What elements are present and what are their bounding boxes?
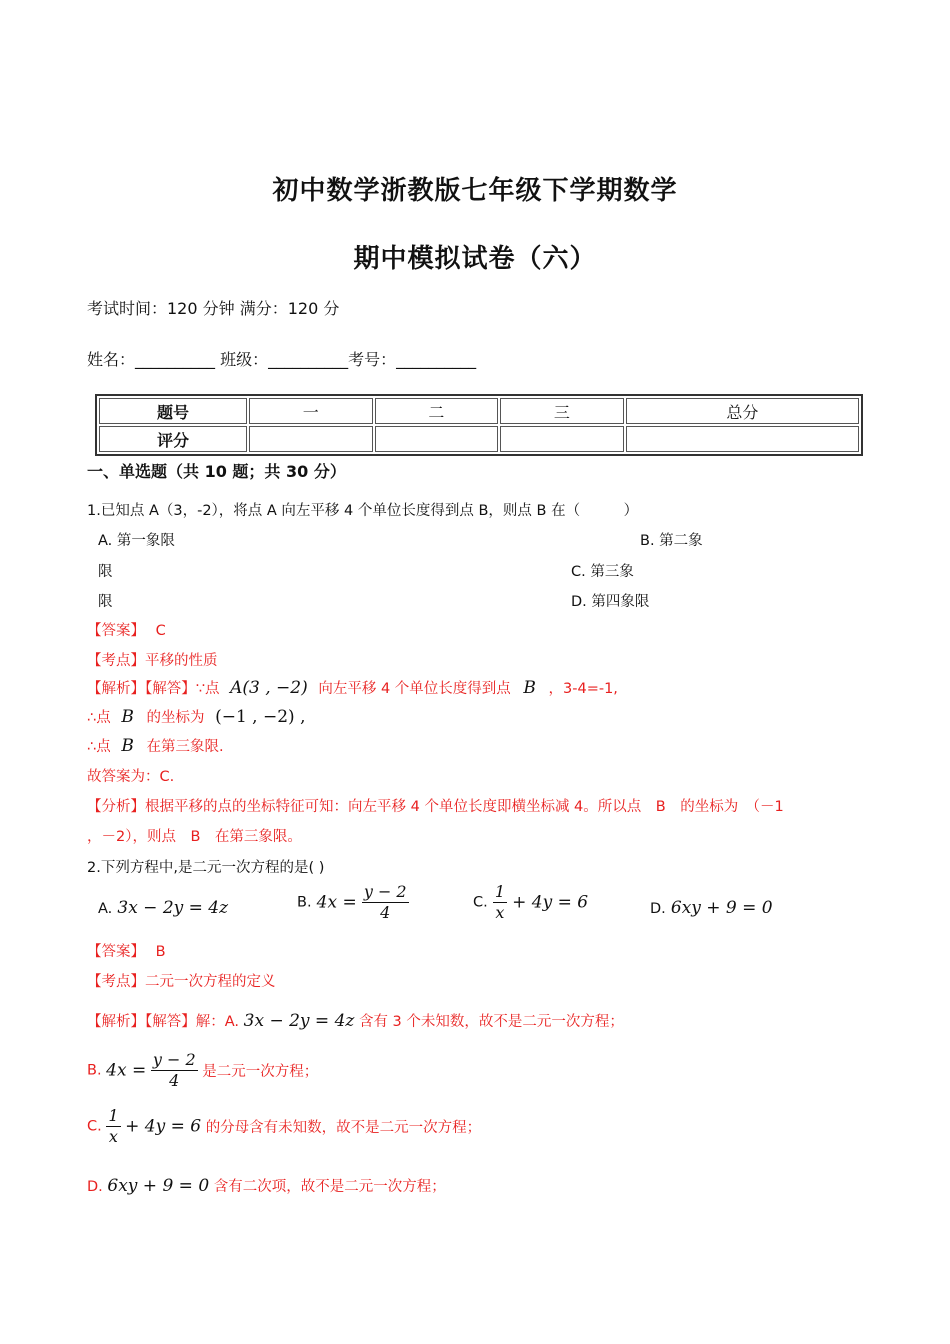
q2-solution-c xyxy=(87,1106,481,1147)
solution-text: ，3-4=-1, xyxy=(548,681,618,697)
q1-point xyxy=(87,649,218,670)
option-label: A. xyxy=(98,901,113,917)
option-label: B. xyxy=(87,1062,102,1079)
answer-value: C xyxy=(155,623,166,639)
equation: 3x − 2y = 4z xyxy=(243,1011,355,1031)
fraction-denominator: x xyxy=(108,1127,118,1146)
student-info: 姓名：__________ 班级：__________考号：__________ xyxy=(87,350,477,369)
answer-tag: 【答案】 xyxy=(87,944,145,960)
q2-point xyxy=(87,970,276,991)
score-table-col-3: 三 xyxy=(500,398,624,424)
answer-tag: 【答案】 xyxy=(87,623,145,639)
q2-option-d xyxy=(650,898,773,918)
q1-stem: 1.已知点 A（3，-2），将点 A 向左平移 4 个单位长度得到点 B，则点 B 在（ ） xyxy=(87,503,639,519)
fraction xyxy=(106,1106,120,1147)
q1-option-c: C. 第三象 xyxy=(571,564,634,580)
page-subtitle: 期中模拟试卷（六） xyxy=(353,244,597,274)
score-table-header-label: 题号 xyxy=(99,398,247,424)
equation-rest: + 4y = 6 xyxy=(512,892,589,913)
score-cell xyxy=(500,426,624,452)
q1-option-d: D. 第四象限 xyxy=(571,594,650,610)
analysis-text: 根据平移的点的坐标特征可知：向左平移 4 个单位长度即横坐标减 4。所以点 B 的坐标为 （－1 xyxy=(145,799,784,815)
solution-text: ∴点 xyxy=(87,710,111,726)
section-1-title: 一、单选题（共 10 题；共 30 分） xyxy=(87,462,346,481)
fraction-numerator: 1 xyxy=(108,1106,119,1125)
fraction-numerator: y − 2 xyxy=(363,882,407,901)
fraction-numerator: y − 2 xyxy=(152,1050,196,1069)
q1-solution-line-2 xyxy=(87,706,305,727)
score-table-col-2: 二 xyxy=(375,398,499,424)
q1-option-b: B. 第二象 xyxy=(640,533,703,549)
solution-text: 在第三象限. xyxy=(146,739,224,755)
solution-tag: 【解析】【解答】 xyxy=(87,681,196,697)
solution-text: 的坐标为 xyxy=(146,710,205,726)
solution-text: ∵点 xyxy=(195,681,220,697)
q2-solution-d xyxy=(87,1175,446,1196)
score-cell xyxy=(626,426,859,452)
solution-text: 的分母含有未知数，故不是二元一次方程； xyxy=(205,1120,482,1136)
q1-answer xyxy=(87,619,166,640)
math-coordinate: (−1 , −2) , xyxy=(215,707,306,727)
solution-tag: 【解析】【解答】解：A. xyxy=(87,1014,240,1030)
equation-rest: + 4y = 6 xyxy=(125,1116,202,1137)
fraction xyxy=(151,1050,198,1091)
equation-lhs: 4x = xyxy=(106,1060,147,1081)
point-tag: 【考点】 xyxy=(87,653,145,669)
q2-option-a xyxy=(98,898,228,918)
q1-option-c-cont: 限 xyxy=(98,594,113,610)
point-tag: 【考点】 xyxy=(87,974,145,990)
solution-text: 是二元一次方程； xyxy=(202,1064,319,1080)
point-text: 二元一次方程的定义 xyxy=(145,974,276,990)
score-table-col-1: 一 xyxy=(249,398,373,424)
score-table-col-total: 总分 xyxy=(626,398,859,424)
fraction-denominator: 4 xyxy=(169,1071,180,1090)
fraction xyxy=(493,882,507,923)
math-point-b: B xyxy=(121,707,134,727)
equation: 6xy + 9 = 0 xyxy=(107,1176,210,1196)
q2-option-c xyxy=(473,882,588,923)
score-table-score-label: 评分 xyxy=(99,426,247,452)
answer-value: B xyxy=(155,944,166,960)
q2-answer xyxy=(87,940,166,961)
option-label: D. xyxy=(650,901,666,917)
q1-option-b-cont: 限 xyxy=(98,564,113,580)
fraction-denominator: x xyxy=(495,903,505,922)
math-point-a: A(3 , −2) xyxy=(230,678,308,698)
q1-option-a: A. 第一象限 xyxy=(98,533,175,549)
q1-solution-line-1 xyxy=(87,677,618,698)
solution-text: 含有 3 个未知数，故不是二元一次方程； xyxy=(358,1014,624,1030)
score-table-score-row xyxy=(99,426,859,452)
q2-solution-a xyxy=(87,1010,624,1031)
fraction-numerator: 1 xyxy=(494,882,506,901)
solution-text: ∴点 xyxy=(87,739,111,755)
equation: 6xy + 9 = 0 xyxy=(670,898,773,918)
point-text: 平移的性质 xyxy=(145,653,218,669)
option-label: C. xyxy=(473,894,488,911)
q1-analysis-line-2: ，－2），则点 B 在第三象限。 xyxy=(87,829,302,845)
fraction-denominator: 4 xyxy=(380,903,391,922)
q1-solution-line-3 xyxy=(87,735,224,756)
math-point-b: B xyxy=(121,736,134,756)
score-table-header-row xyxy=(99,398,859,424)
solution-text: 含有二次项，故不是二元一次方程； xyxy=(213,1179,446,1195)
math-point-b: B xyxy=(523,678,536,698)
q1-analysis-line-1 xyxy=(87,795,784,816)
score-cell xyxy=(249,426,373,452)
solution-text: 向左平移 4 个单位长度得到点 xyxy=(318,681,511,697)
q1-final-answer: 故答案为：C. xyxy=(87,769,175,785)
exam-info: 考试时间：120 分钟 满分：120 分 xyxy=(87,299,340,318)
q2-option-b xyxy=(297,882,409,923)
option-label: B. xyxy=(297,894,312,911)
page-title: 初中数学浙教版七年级下学期数学 xyxy=(272,176,678,206)
q2-stem: 2.下列方程中,是二元一次方程的是( ) xyxy=(87,860,325,876)
analysis-tag: 【分析】 xyxy=(87,799,145,815)
q2-solution-b xyxy=(87,1050,318,1091)
option-label: C. xyxy=(87,1118,102,1135)
score-cell xyxy=(375,426,499,452)
equation: 3x − 2y = 4z xyxy=(117,898,229,918)
equation-lhs: 4x = xyxy=(316,892,357,913)
fraction xyxy=(362,882,409,923)
option-label: D. xyxy=(87,1179,103,1195)
score-table xyxy=(95,394,863,456)
